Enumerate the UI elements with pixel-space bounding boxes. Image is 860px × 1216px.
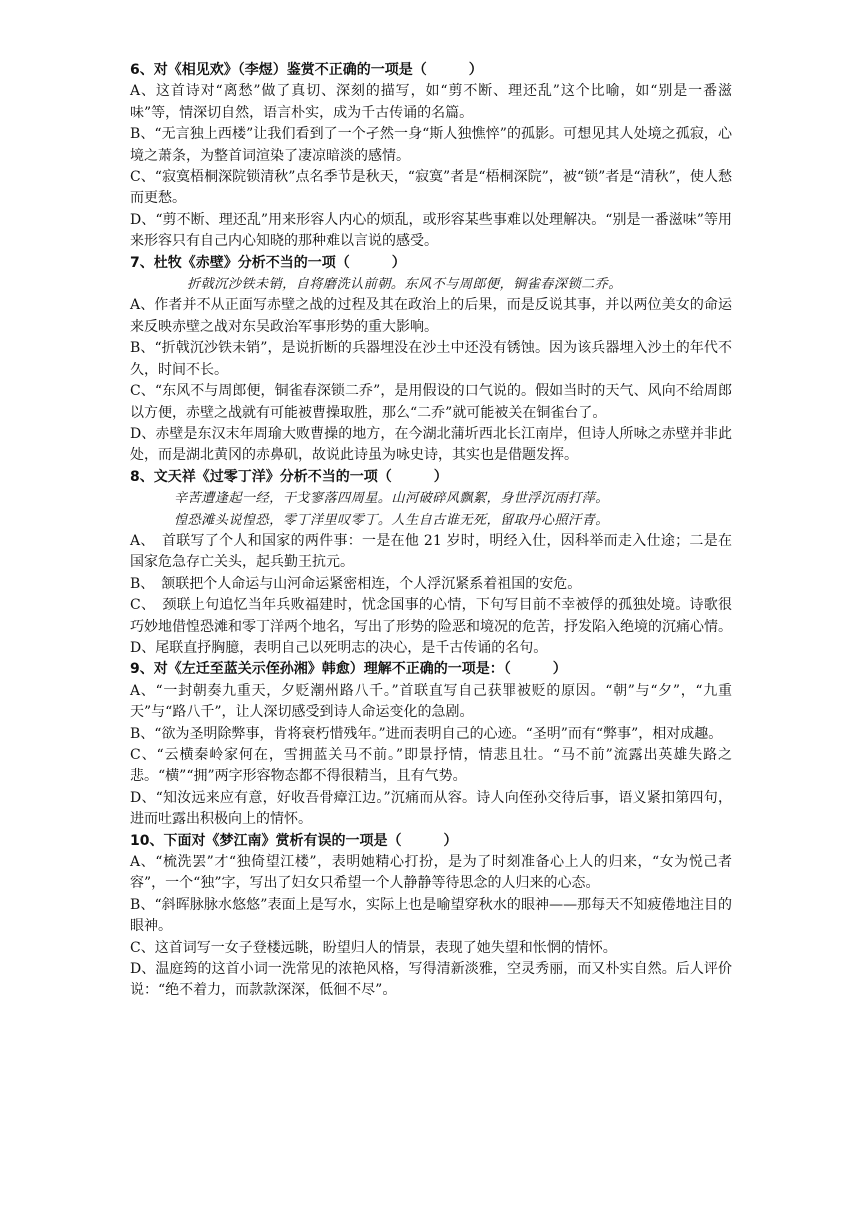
- option-a: A、这首诗对“离愁”做了真切、深刻的描写，如“剪不断、理还乱”这个比喻，如“别是一番滋味”等，情深切自然，语言朴实，成为千古传诵的名篇。: [130, 83, 732, 121]
- question-title: 6、对《相见欢》（李煜）鉴赏不正确的一项是（ ）: [130, 62, 483, 78]
- question-title: 10、下面对《梦江南》赏析有误的一项是（ ）: [130, 832, 458, 849]
- option-d: D、赤壁是东汉末年周瑜大败曹操的地方，在今湖北蒲圻西北长江南岸，但诗人所咏之赤壁并非此处，而是湖北黄冈的赤鼻矶，故说此诗虽为咏史诗，其实也是借题发挥。: [130, 425, 732, 464]
- option-a: A、“梳洗罢”才“独倚望江楼”，表明她精心打扮，是为了时刻准备心上人的归来，“女为悦己者容”，一个“独”字，写出了妇女只希望一个人静静等待思念的人归来的心态。: [130, 854, 732, 892]
- option-a: A、作者并不从正面写赤壁之战的过程及其在政治上的后果，而是反说其事，并以两位美女的命运来反映赤壁之战对东吴政治军事形势的重大影响。: [130, 297, 732, 335]
- option-b: B、“折戟沉沙铁未销”，是说折断的兵器埋没在沙土中还没有锈蚀。因为该兵器埋入沙土的年代不久，时间不长。: [130, 340, 732, 378]
- question-title: 9、对《左迁至蓝关示侄孙湘》韩愈）理解不正确的一项是：（ ）: [130, 661, 567, 678]
- question-7: [130, 253, 732, 467]
- option-d: D、“知汝远来应有意，好收吾骨瘴江边。”沉痛而从容。诗人向侄孙交待后事，语义紧扣第四句，进而吐露出积极向上的情怀。: [130, 789, 732, 828]
- question-8: [130, 467, 732, 660]
- document-page: [130, 60, 732, 1002]
- option-b: B、“欲为圣明除弊事，肯将衰朽惜残年。”进而表明自己的心迹。“圣明”而有“弊事”，相对成趣。: [130, 725, 723, 742]
- question-6: [130, 60, 732, 253]
- poem-line: 辛苦遭逢起一经，干戈寥落四周星。山河破碎风飘絮，身世浮沉雨打萍。: [174, 491, 609, 507]
- option-c: C、“云横秦岭家何在，雪拥蓝关马不前。”即景抒情，情悲且壮。“马不前”流露出英雄失路之悲。“横”“拥”两字形容物态都不得很精当，且有气势。: [130, 747, 732, 785]
- option-c: C、“东风不与周郎便，铜雀春深锁二乔”，是用假设的口气说的。假如当时的天气、风向不给周郎以方便，赤壁之战就有可能被曹操取胜，那么“二乔”就可能被关在铜雀台了。: [130, 383, 732, 421]
- option-a: A、“一封朝奏九重天，夕贬潮州路八千。”首联直写自己获罪被贬的原因。“朝”与“夕”，“九重天”与“路八千”，让人深切感受到诗人命运变化的急剧。: [130, 682, 732, 721]
- option-b: B、“无言独上西楼”让我们看到了一个孑然一身“斯人独憔悴”的孤影。可想见其人处境之孤寂，心境之萧条，为整首词渲染了凄凉暗淡的感情。: [130, 126, 732, 164]
- poem-line: 惶恐滩头说惶恐，零丁洋里叹零丁。人生自古谁无死，留取丹心照汗青。: [174, 512, 609, 528]
- option-d: D、温庭筠的这首小词一洗常见的浓艳风格，写得清新淡雅，空灵秀丽，而又朴实自然。后人评价说：“绝不着力，而款款深深，低徊不尽”。: [130, 961, 732, 999]
- option-c: C、这首词写一女子登楼远眺，盼望归人的情景，表现了她失望和怅惘的情怀。: [130, 939, 617, 956]
- question-9: [130, 659, 732, 830]
- question-10: [130, 831, 732, 1002]
- question-title: 8、文天祥《过零丁洋》分析不当的一项（ ）: [130, 468, 448, 485]
- poem-line: 折戟沉沙铁未销，自将磨洗认前朝。东风不与周郎便，铜雀春深锁二乔。: [187, 277, 622, 293]
- option-c: C、 颈联上句追忆当年兵败福建时，忧念国事的心情，下句写目前不幸被俘的孤独处境。诗歌很巧妙地借惶恐滩和零丁洋两个地名，写出了形势的险恶和境况的危苦，抒发陷入绝境的沉痛心情。: [130, 597, 732, 635]
- option-d: D、“剪不断、理还乱”用来形容人内心的烦乱，或形容某些事难以处理解决。“别是一番滋味”等用来形容只有自己内心知晓的那种难以言说的感受。: [130, 211, 732, 250]
- option-c: C、“寂寞梧桐深院锁清秋”点名季节是秋天，“寂寞”者是“梧桐深院”，被“锁”者是“清秋”，使人愁而更愁。: [130, 169, 732, 207]
- option-d: D、尾联直抒胸臆，表明自己以死明志的决心，是千古传诵的名句。: [130, 639, 548, 656]
- option-b: B、“斜晖脉脉水悠悠”表面上是写水，实际上也是喻望穿秋水的眼神——那每天不知疲倦地注目的眼神。: [130, 896, 732, 935]
- question-title: 7、杜牧《赤壁》分析不当的一项（ ）: [130, 254, 406, 271]
- option-a: A、 首联写了个人和国家的两件事：一是在他 21 岁时，明经入仕，因科举而走入仕途；二是在国家危急存亡关头，起兵勤王抗元。: [130, 532, 732, 571]
- option-b: B、 颔联把个人命运与山河命运紧密相连，个人浮沉紧系着祖国的安危。: [130, 575, 582, 592]
